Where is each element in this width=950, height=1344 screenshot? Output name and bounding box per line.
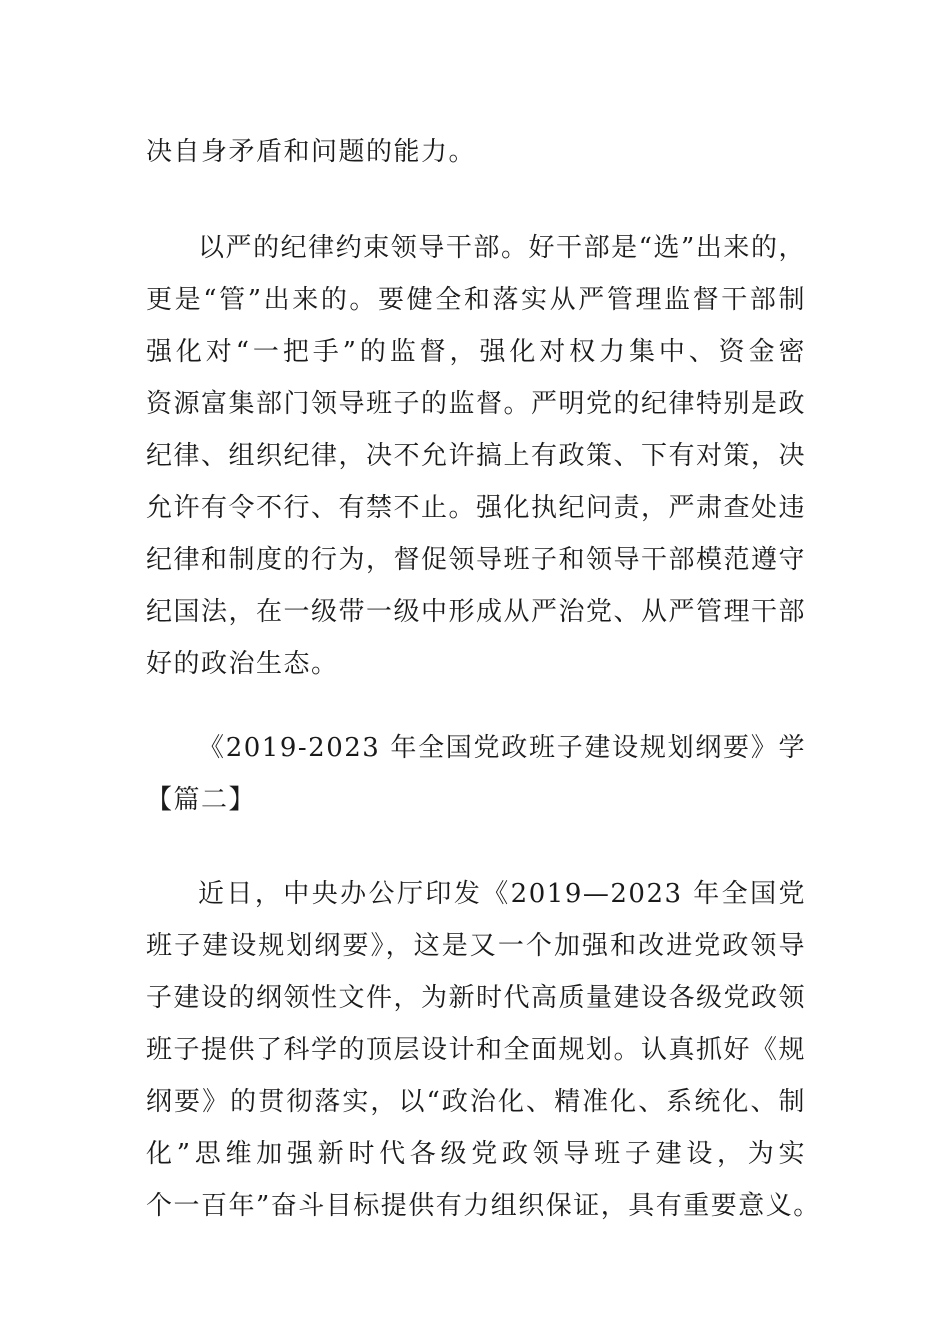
paragraph-continuation	[146, 126, 806, 178]
paragraph-line: 纲要》的贯彻落实，以“政治化、精准化、系统化、制	[146, 1087, 806, 1117]
paragraph-line: 纪律、组织纪律，决不允许搞上有政策、下有对策，决	[146, 441, 806, 471]
paragraph-line: 子建设的纲领性文件，为新时代高质量建设各级党政领	[146, 983, 806, 1013]
paragraph-line: 决自身矛盾和问题的能力。	[146, 137, 477, 167]
paragraph-line: 纪国法，在一级带一级中形成从严治党、从严管理干部	[146, 597, 806, 627]
paragraph-discipline	[146, 222, 806, 690]
paragraph-line: 个一百年”奋斗目标提供有力组织保证，具有重要意义。	[146, 1191, 821, 1221]
paragraph-line: 近日，中央办公厅印发《2019—2023 年全国党	[198, 879, 806, 909]
paragraph-line: 班子提供了科学的顶层设计和全面规划。认真抓好《规	[146, 1035, 806, 1065]
paragraph-line: 好的政治生态。	[146, 649, 339, 679]
section-heading-title: 《2019-2023 年全国党政班子建设规划纲要》学	[198, 733, 806, 763]
paragraph-line: 纪律和制度的行为，督促领导班子和领导干部模范遵守	[146, 545, 806, 575]
paragraph-line: 化”思维加强新时代各级党政领导班子建设，为实	[146, 1139, 806, 1169]
section-heading	[146, 722, 806, 826]
paragraph-recent	[146, 868, 821, 1232]
paragraph-line: 班子建设规划纲要》，这是又一个加强和改进党政领导	[146, 931, 806, 961]
paragraph-line: 以严的纪律约束领导干部。好干部是“选”出来的，	[198, 233, 806, 263]
paragraph-line: 强化对“一把手”的监督，强化对权力集中、资金密	[146, 337, 806, 367]
paragraph-line: 资源富集部门领导班子的监督。严明党的纪律特别是政	[146, 389, 806, 419]
paragraph-line: 允许有令不行、有禁不止。强化执纪问责，严肃查处违	[146, 493, 806, 523]
section-heading-part-label: 【篇二】	[146, 785, 257, 815]
paragraph-line: 更是“管”出来的。要健全和落实从严管理监督干部制	[146, 285, 806, 315]
